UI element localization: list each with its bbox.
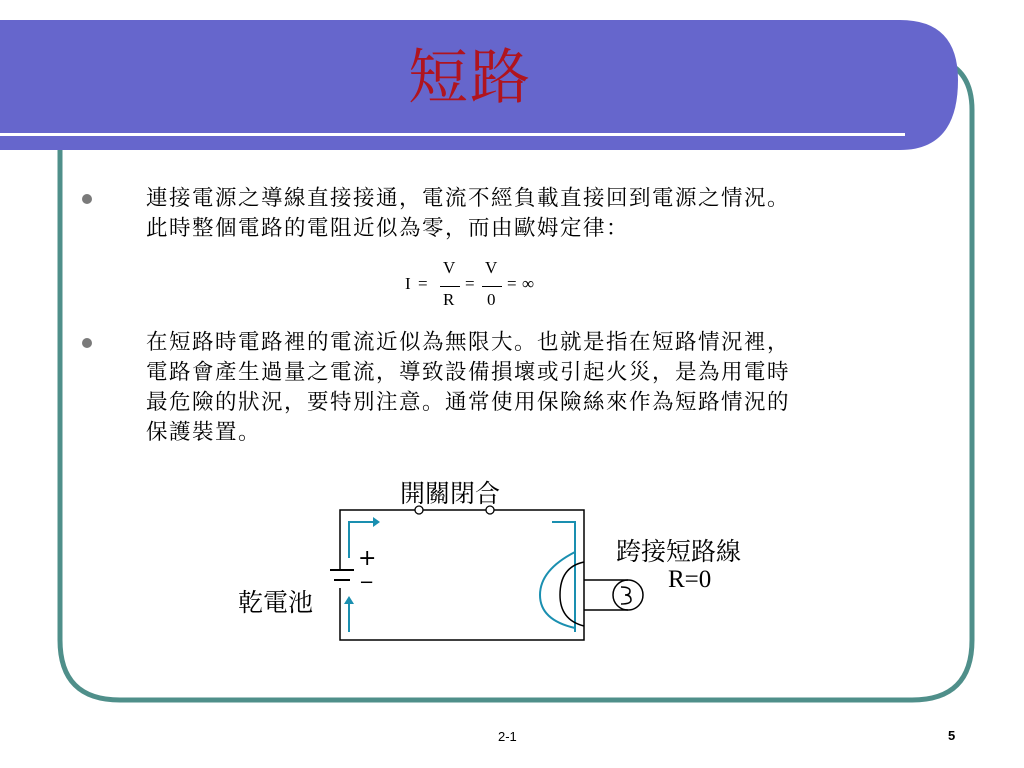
bullet-2-line-3: 最危險的狀況，要特別注意。通常使用保險絲來作為短路情況的 <box>146 390 791 415</box>
formula-result: ∞ <box>522 274 535 293</box>
fraction-bar-1 <box>440 286 460 287</box>
footer-page-number: 5 <box>948 728 956 743</box>
slide-title: 短路 <box>408 43 532 113</box>
jumper-coil-inner <box>621 587 631 604</box>
bullet-dot <box>82 194 92 204</box>
formula-lhs: I <box>405 274 411 293</box>
header-rule <box>0 133 905 136</box>
switch-label: 開關閉合 <box>400 479 501 508</box>
formula-eq-1: = <box>418 274 428 293</box>
battery-minus: − <box>359 572 375 593</box>
bullet-1-line-2: 此時整個電路的電阻近似為零，而由歐姆定律： <box>146 216 630 241</box>
bullet-1-line-1: 連接電源之導線直接接通，電流不經負載直接回到電源之情況。 <box>146 186 791 211</box>
formula-eq-3: = <box>507 274 517 293</box>
fraction-bar-2 <box>482 286 502 287</box>
resistance-label: R=0 <box>668 566 712 593</box>
bullet-2-line-4: 保護裝置。 <box>146 420 262 445</box>
bullet-2-line-2: 電路會產生過量之電流，導致設備損壞或引起火災，是為用電時 <box>146 360 791 385</box>
bullet-2-text <box>146 328 790 448</box>
formula-num-1: V <box>443 258 456 277</box>
battery-plus: + <box>358 546 377 571</box>
current-arrow-curve <box>540 552 575 628</box>
formula-eq-2: = <box>465 274 475 293</box>
bullet-1-text <box>146 184 790 244</box>
formula-den-2: 0 <box>487 290 496 309</box>
arrowhead-1 <box>373 517 380 527</box>
formula-num-2: V <box>485 258 498 277</box>
formula-den-1: R <box>443 290 455 309</box>
jumper-wire <box>560 562 628 626</box>
footer-section-number: 2-1 <box>498 729 517 744</box>
jumper-label: 跨接短路線 <box>616 537 742 566</box>
bullet-dot <box>82 338 92 348</box>
arrowhead-2 <box>344 596 354 604</box>
battery-label: 乾電池 <box>238 588 314 617</box>
bullet-2-line-1: 在短路時電路裡的電流近似為無限大。也就是指在短路情況裡， <box>146 330 791 355</box>
